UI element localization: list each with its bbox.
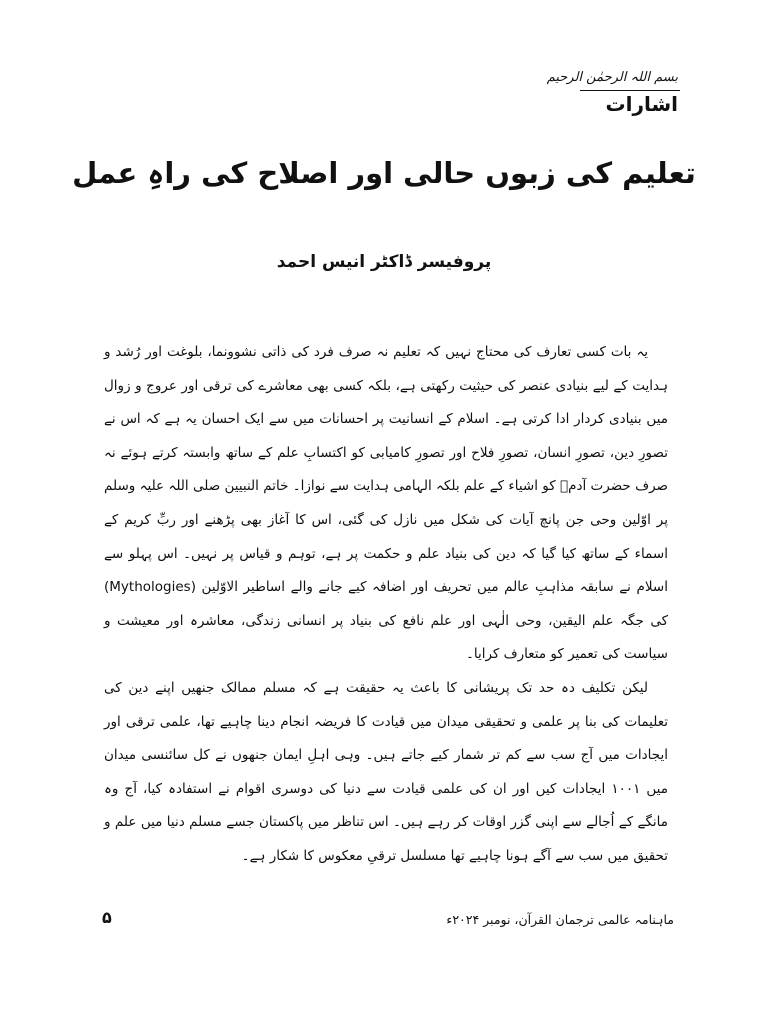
page-number: ۵ <box>102 908 112 927</box>
publication-info: ماہنامہ عالمی ترجمان القرآن، نومبر ۲۰۲۴ء <box>446 912 674 927</box>
article-title: تعلیم کی زبوں حالی اور اصلاح کی راہِ عمل <box>72 156 696 190</box>
article-body <box>104 336 668 874</box>
section-divider <box>580 90 680 91</box>
basmala: بسم اللہ الرحمٰن الرحیم <box>546 70 678 85</box>
paragraph: یہ بات کسی تعارف کی محتاج نہیں کہ تعلیم نہ صرف فرد کی ذاتی نشوونما، بلوغت اور رُشد و ہدایت کے لیے بنیادی عنصر کی حیثیت رکھتی ہے، بلکہ کسی بھی معاشرے کی ترقی اور عروج و زوال میں بنیادی کردار ادا کرتی ہے۔ اسلام کے انسانیت پر احسانات میں سے ایک احسان یہ ہے کہ اس نے تصورِ دین، تصورِ انسان، تصورِ فلاح اور تصورِ کامیابی کو اکتسابِ علم کے ساتھ وابستہ کرتے ہوئے نہ صرف حضرت آدمؑ کو اشیاء کے علم بلکہ الہامی ہدایت سے نوازا۔ خاتم النبیین صلی اللہ علیہ وسلم پر اوّلین وحی جن پانچ آیات کی شکل میں نازل کی گئی، اس کا آغاز بھی پڑھنے اور ربِّ کریم کے اسماء کے ساتھ کیا گیا کہ دین کی بنیاد علم و حکمت پر ہے، توہم و قیاس پر نہیں۔ اس پہلو سے اسلام نے سابقہ مذاہبِ عالم میں تحریف اور اضافہ کیے جانے والے اساطیر الاوّلین (Mythologies) کی جگہ علم الیقین، وحی الٰہی اور علم نافع کی بنیاد پر انسانی زندگی، معاشرہ اور معیشت و سیاست کی تعمیر کو متعارف کرایا۔ <box>104 344 668 663</box>
article-author: پروفیسر ڈاکٹر انیس احمد <box>276 252 492 272</box>
paragraph: لیکن تکلیف دہ حد تک پریشانی کا باعث یہ حقیقت ہے کہ مسلم ممالک جنھیں اپنے دین کی تعلیمات کی بنا پر علمی و تحقیقی میدان میں قیادت کا فریضہ انجام دینا چاہیے تھا، علمی ترقی اور ایجادات میں آج سب سے کم تر شمار کیے جاتے ہیں۔ وہی اہلِ ایمان جنھوں نے کل سائنسی میدان میں ۱۰۰۱ ایجادات کیں اور ان کی علمی قیادت سے دنیا کی دوسری اقوام نے استفادہ کیا، آج وہ مانگے کے اُجالے سے اپنی گزر اوقات کر رہے ہیں۔ اس تناظر میں پاکستان جسے مسلم دنیا میں علم و تحقیق میں سب سے آگے ہونا چاہیے تھا مسلسل ترقیِ معکوس کا شکار ہے۔ <box>104 679 668 864</box>
section-label: اشارات <box>605 92 678 116</box>
